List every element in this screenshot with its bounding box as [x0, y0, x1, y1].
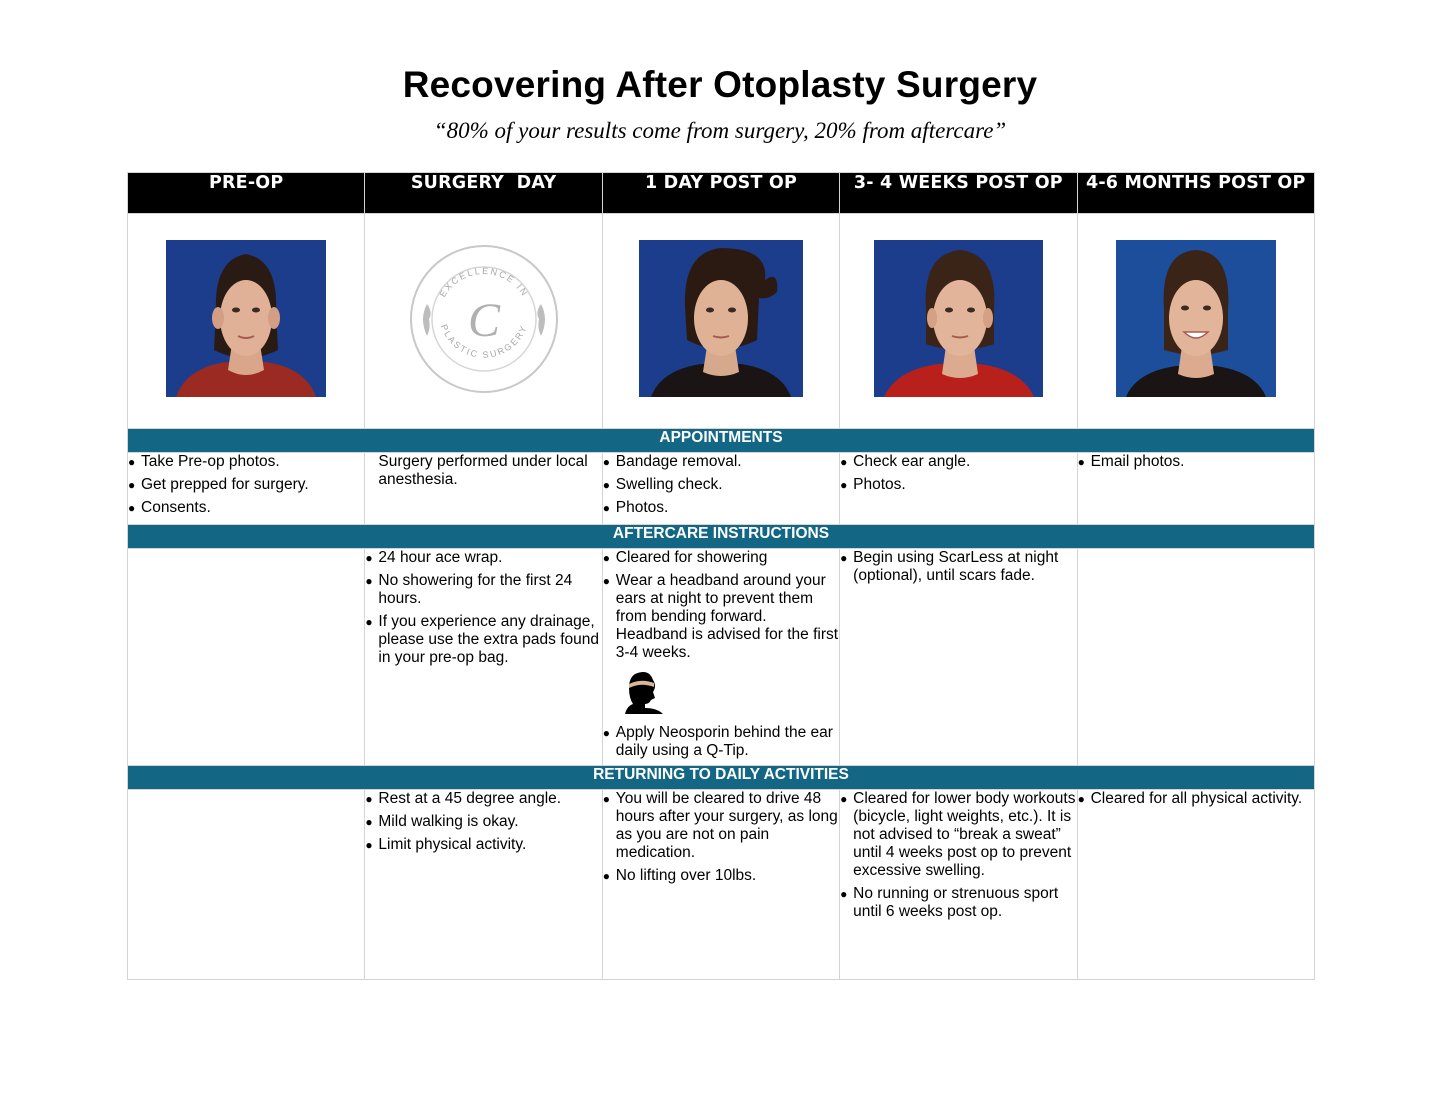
photo-cell-4-6-months: [1077, 214, 1314, 429]
photo-cell-1-day-post-op: [602, 214, 839, 429]
aftercare-3-4-weeks: [840, 549, 1077, 766]
list-item: ● Wear a headband around your ears at night to prevent them from bending forward. Headband is advised for the first 3-4 weeks.: [603, 572, 839, 662]
list-item: ● Rest at a 45 degree angle.: [365, 790, 601, 808]
appointments-1-day: [602, 453, 839, 525]
photo-cell-preop: [128, 214, 365, 429]
list-item: ● You will be cleared to drive 48 hours after your surgery, as long as you are not on pain medication.: [603, 790, 839, 862]
daily-surgery-day: [365, 790, 602, 980]
patient-photo-3-4-weeks: [874, 240, 1043, 397]
appointments-surgery-day: [365, 453, 602, 525]
column-header-surgery-day: SURGERY DAY: [365, 173, 602, 214]
list-item: ● Apply Neosporin behind the ear daily using a Q-Tip.: [603, 724, 839, 760]
daily-4-6-months: [1077, 790, 1314, 980]
appointments-4-6-months: [1077, 453, 1314, 525]
daily-1-day: [602, 790, 839, 980]
column-header-3-4-weeks: 3- 4 WEEKS POST OP: [840, 173, 1077, 214]
patient-photo-1-day: [639, 240, 803, 397]
list-item: ● If you experience any drainage, please use the extra pads found in your pre-op bag.: [365, 613, 601, 667]
appointments-surgery-text: Surgery performed under local anesthesia.: [378, 453, 588, 488]
logo-bottom-text: PLASTIC SURGERY: [438, 322, 529, 360]
clinic-logo: [409, 244, 559, 399]
column-header-row: [128, 173, 1315, 214]
list-item: ● Cleared for showering: [603, 549, 839, 567]
recovery-timeline-table: [127, 172, 1315, 980]
list-item: ● Swelling check.: [603, 476, 839, 494]
column-header-4-6-months: 4-6 MONTHS POST OP: [1077, 173, 1314, 214]
list-item: ● Bandage removal.: [603, 453, 839, 471]
aftercare-4-6-months: [1077, 549, 1314, 766]
photo-cell-3-4-weeks: [840, 214, 1077, 429]
list-item: ● Consents.: [128, 499, 364, 517]
list-item: ● Photos.: [840, 476, 1076, 494]
daily-3-4-weeks: [840, 790, 1077, 980]
section-title-aftercare: AFTERCARE INSTRUCTIONS: [128, 525, 1315, 549]
daily-preop: [128, 790, 365, 980]
list-item: ● Photos.: [603, 499, 839, 517]
appointments-3-4-weeks: [840, 453, 1077, 525]
list-item: ● Cleared for lower body workouts (bicycle, light weights, etc.). It is not advised to “break a sweat” until 4 weeks post op to prevent excessive swelling.: [840, 790, 1076, 880]
patient-photo-4-6-months: [1116, 240, 1276, 397]
list-item: ● Check ear angle.: [840, 453, 1076, 471]
list-item: ● Cleared for all physical activity.: [1078, 790, 1314, 808]
logo-letter: C: [467, 293, 500, 347]
list-item: ● Begin using ScarLess at night (optional), until scars fade.: [840, 549, 1076, 585]
section-title-daily: RETURNING TO DAILY ACTIVITIES: [128, 766, 1315, 790]
list-item: ● 24 hour ace wrap.: [365, 549, 601, 567]
column-header-1-day-post-op: 1 DAY POST OP: [602, 173, 839, 214]
section-band-aftercare: [128, 525, 1315, 549]
aftercare-preop: [128, 549, 365, 766]
appointments-preop: [128, 453, 365, 525]
photo-cell-surgery-day: [365, 214, 602, 429]
section-band-appointments: [128, 429, 1315, 453]
aftercare-row: [128, 549, 1315, 766]
list-item: ● Get prepped for surgery.: [128, 476, 364, 494]
photo-row: [128, 214, 1315, 429]
section-title-appointments: APPOINTMENTS: [128, 429, 1315, 453]
list-item: ● Email photos.: [1078, 453, 1314, 471]
section-band-daily: [128, 766, 1315, 790]
list-item: ● No running or strenuous sport until 6 weeks post op.: [840, 885, 1076, 921]
aftercare-1-day: [602, 549, 839, 766]
page-title: Recovering After Otoplasty Surgery: [402, 64, 1038, 105]
aftercare-surgery-day: [365, 549, 602, 766]
list-item: ● Take Pre-op photos.: [128, 453, 364, 471]
appointments-row: [128, 453, 1315, 525]
column-header-preop: PRE-OP: [128, 173, 365, 214]
list-item: ● No showering for the first 24 hours.: [365, 572, 601, 608]
headband-silhouette-icon: [623, 670, 665, 714]
list-item: ● No lifting over 10lbs.: [603, 867, 839, 885]
list-item: ● Limit physical activity.: [365, 836, 601, 854]
list-item: ● Mild walking is okay.: [365, 813, 601, 831]
daily-activities-row: [128, 790, 1315, 980]
patient-photo-preop: [166, 240, 326, 397]
page-subtitle: “80% of your results come from surgery, 20% from aftercare”: [433, 118, 1007, 143]
logo-top-text: EXCELLENCE IN: [437, 265, 531, 299]
